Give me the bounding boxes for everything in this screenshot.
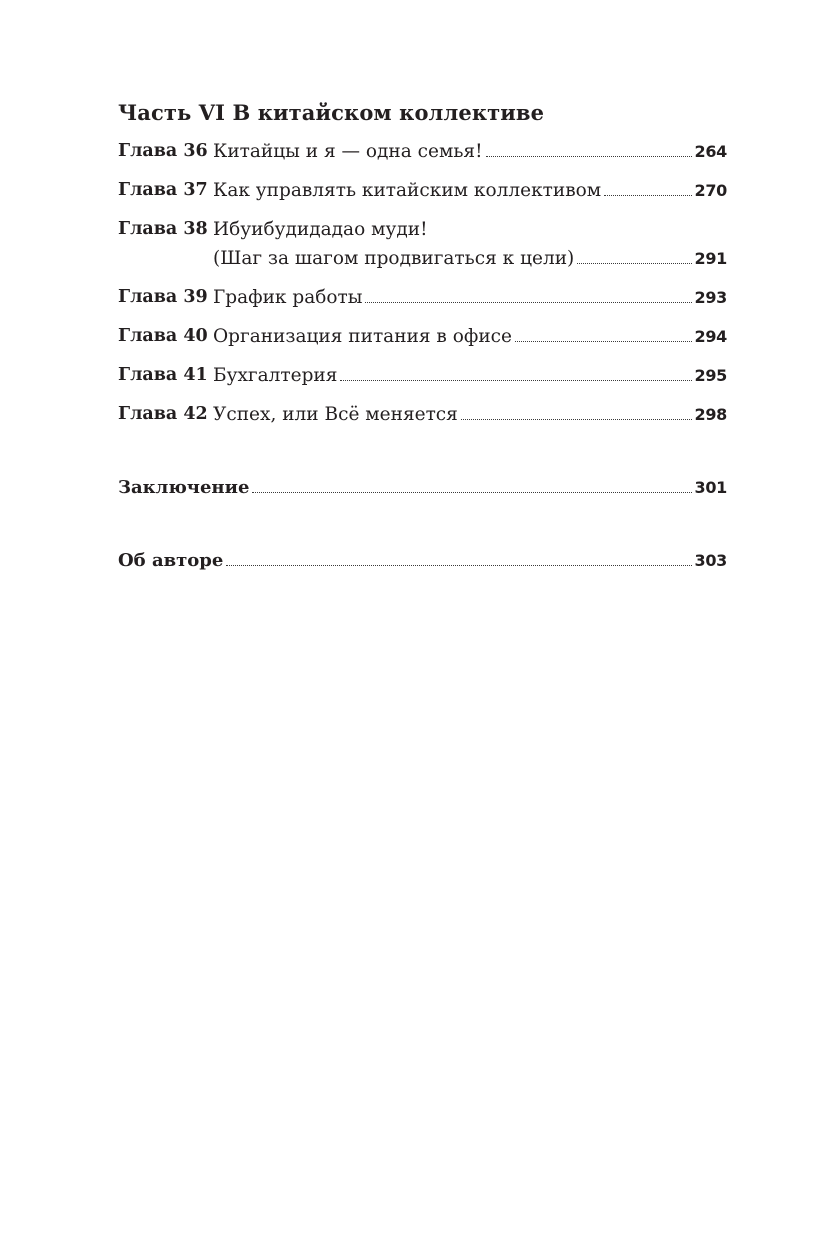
toc-entry-chapter-42[interactable] [118,400,727,429]
chapter-title [213,283,727,312]
dot-leader [365,302,691,303]
chapter-title-line: (Шаг за шагом продвигаться к цели) [213,248,575,269]
toc-entry-about-author[interactable] [118,546,727,575]
section-label: Об авторе [118,550,224,571]
chapter-title [213,361,727,390]
chapter-title [213,322,727,351]
dot-leader [252,492,691,493]
chapter-title [213,137,727,166]
chapter-label: Глава 36 [118,141,208,161]
chapter-title-line: Китайцы и я — одна семья! [213,141,483,162]
page-number: 270 [694,181,727,200]
chapter-title-line: График работы [213,287,363,308]
chapter-title-line: Организация питания в офисе [213,326,512,347]
dot-leader [604,195,691,196]
dot-leader [461,419,692,420]
dot-leader [577,263,691,264]
chapter-title [213,176,727,205]
chapter-title-line: Ибуибудидадао муди! [213,219,428,240]
toc-entry-conclusion[interactable] [118,473,727,502]
chapter-title-line: Как управлять китайским коллективом [213,180,602,201]
toc-entry-chapter-40[interactable] [118,322,727,351]
page-number: 264 [694,142,727,161]
page-number: 295 [694,366,727,385]
page-number: 301 [694,478,727,497]
toc-entry-chapter-37[interactable] [118,176,727,205]
dot-leader [515,341,692,342]
toc-entry-chapter-38[interactable] [118,215,727,273]
chapter-title [213,400,727,429]
page-number: 303 [694,551,727,570]
part-title: Часть VI В китайском коллективе [118,100,545,125]
chapter-title [213,215,727,273]
toc-entry-chapter-39[interactable] [118,283,727,312]
chapter-label: Глава 37 [118,180,208,200]
page-number: 294 [694,327,727,346]
chapter-title-line: Бухгалтерия [213,365,338,386]
dot-leader [226,565,691,566]
dot-leader [486,156,692,157]
dot-leader [340,380,691,381]
chapter-label: Глава 38 [118,219,208,239]
page-number: 293 [694,288,727,307]
chapter-label: Глава 41 [118,365,208,385]
toc-entry-chapter-36[interactable] [118,137,727,166]
page-number: 291 [694,249,727,268]
table-of-contents [118,98,727,575]
chapter-title-line: Успех, или Всё меняется [213,404,458,425]
chapter-label: Глава 40 [118,326,208,346]
chapter-label: Глава 42 [118,404,208,424]
page-number: 298 [694,405,727,424]
toc-entry-chapter-41[interactable] [118,361,727,390]
chapter-label: Глава 39 [118,287,208,307]
section-label: Заключение [118,477,250,498]
